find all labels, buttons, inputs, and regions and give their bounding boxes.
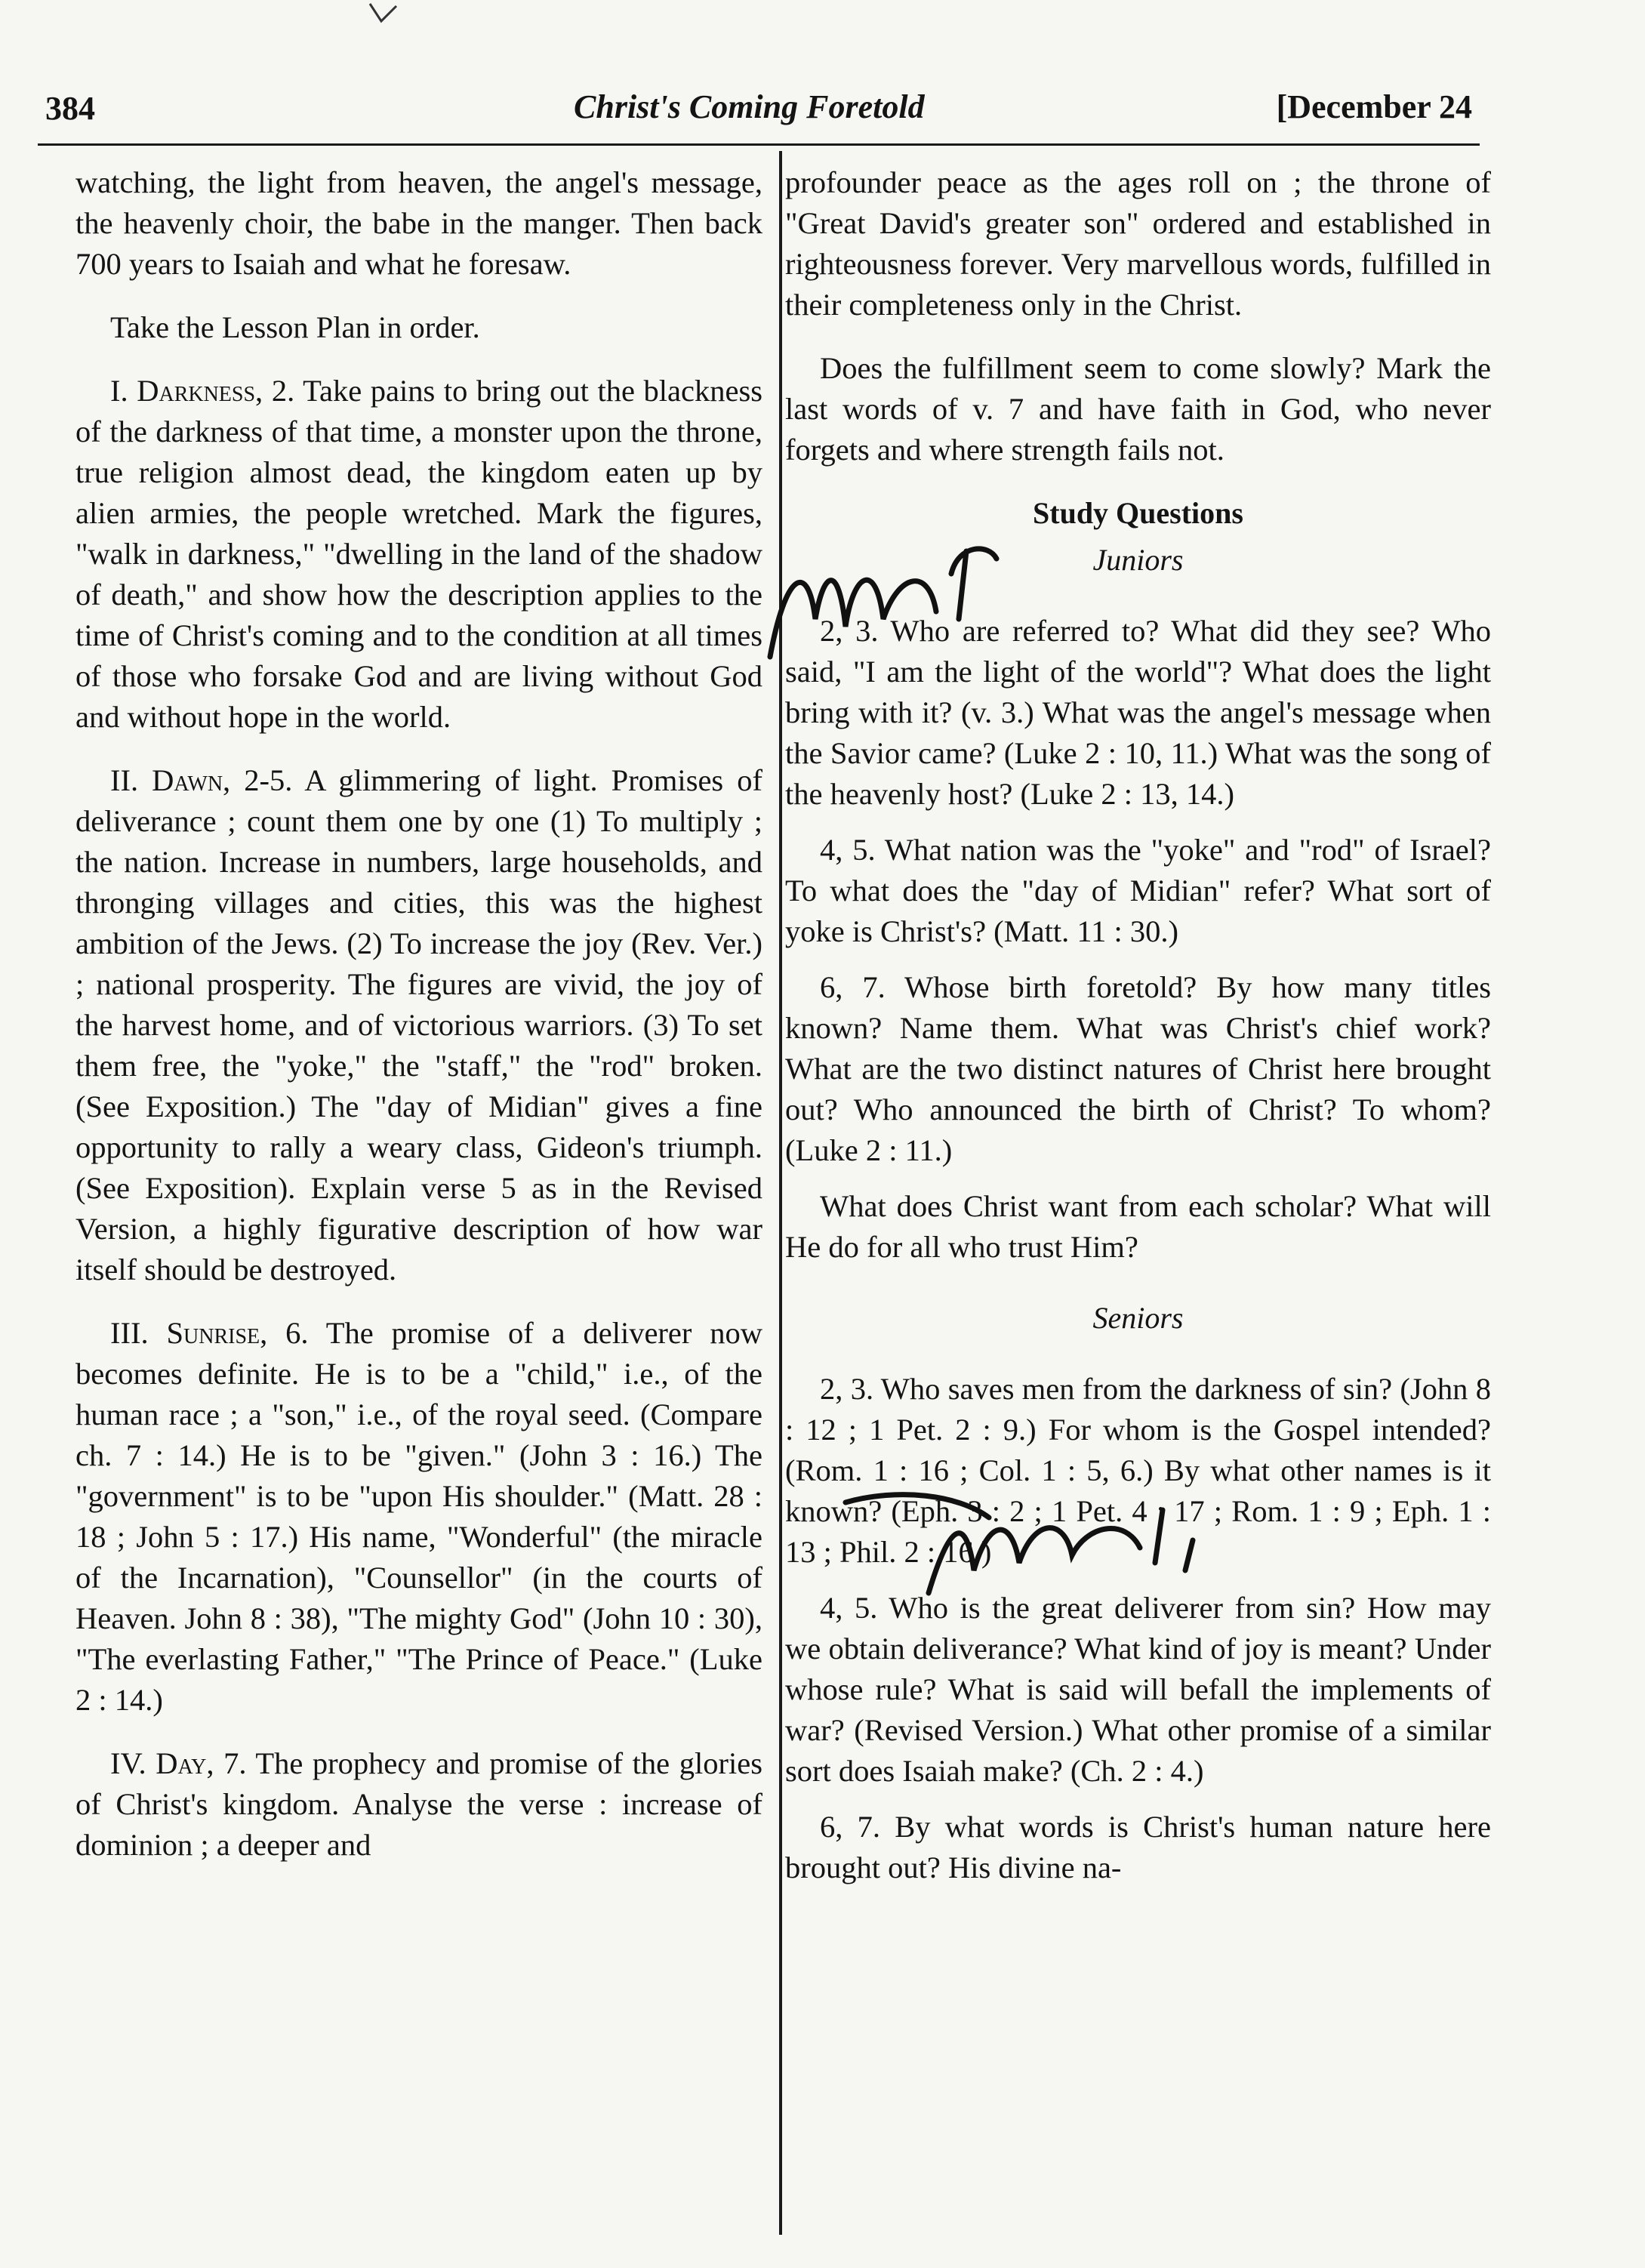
question-paragraph: 6, 7. By what words is Christ's human nature here brought out? His divine na-: [785, 1810, 1491, 1884]
paragraph: watching, the light from heaven, the angel's message, the heavenly choir, the babe in the manger. Then back 700 years to Isaiah and what he foresaw.: [75, 165, 762, 281]
page-header: [45, 82, 1472, 134]
header-rule: [38, 143, 1480, 146]
section-body: 2. Take pains to bring out the blackness of the darkness of that time, a monster upon the throne, true religion almost dead, the kingdom eaten up by alien armies, the people wretched. Mark the figures, "walk in darkness," "dwelling in the land of the shadow of death," and show how the description applies to the time of Christ's coming and to the condition at all times of those who forsake God and are living without God and without hope in the world.: [75, 374, 763, 734]
section-heading: I. Darkness,: [110, 374, 263, 408]
column-divider: [779, 151, 782, 2235]
page-number: 384: [45, 90, 95, 127]
running-date: [December 24: [1276, 88, 1472, 125]
section-heading: II. Dawn,: [110, 763, 231, 797]
seniors-subheading: Seniors: [1092, 1301, 1184, 1335]
section-day: [75, 1743, 762, 1866]
section-heading: III. Sunrise,: [110, 1316, 268, 1350]
running-title: Christ's Coming Foretold: [574, 88, 925, 125]
question-paragraph: 2, 3. Who are referred to? What did they see? Who said, "I am the light of the world"? What does the light bring with it? (v. 3.) What was the angel's message when the Savior came? (Luke 2 : 10, 11.) What was the song of the heavenly host? (Luke 2 : 13, 14.): [785, 614, 1491, 811]
section-body: 6. The promise of a deliverer now becomes definite. He is to be a "child," i.e., of the human race ; a "son," i.e., of the royal seed. (Compare ch. 7 : 14.) He is to be "given." (John 3 : 16.) The "government" is to be "upon His shoulder." (Matt. 28 : 18 ; John 5 : 17.) His name, "Wonderful" (the miracle of the Incarnation), "Counsellor" (in the courts of Heaven. John 8 : 38), "The mighty God" (John 10 : 30), "The everlasting Father," "The Prince of Peace." (Luke 2 : 14.): [75, 1316, 763, 1717]
pencil-mark: [362, 0, 408, 30]
question-paragraph: 4, 5. What nation was the "yoke" and "rod" of Israel? To what does the "day of Midian" refer? What sort of yoke is Christ's? (Matt. 11 : 30.): [785, 833, 1491, 948]
section-body: 7. The prophecy and promise of the glories of Christ's kingdom. Analyse the verse : increase of dominion ; a deeper and: [75, 1746, 762, 1862]
juniors-subheading: Juniors: [1092, 543, 1184, 577]
section-body: 2-5. A glimmering of light. Promises of deliverance ; count them one by one (1) To multiply ; the nation. Increase in numbers, large households, and thronging villages and cities, this was the highest ambition of the Jews. (2) To increase the joy (Rev. Ver.) ; national prosperity. The figures are vivid, the joy of the harvest home, and of victorious warriors. (3) To set them free, the "yoke," the "staff," the "rod" broken. (See Exposition.) The "day of Midian" gives a fine opportunity to rally a weary class, Gideon's triumph. (See Exposition). Explain verse 5 as in the Revised Version, a highly figurative description of how war itself should be destroyed.: [75, 763, 763, 1287]
question-paragraph: 2, 3. Who saves men from the darkness of sin? (John 8 : 12 ; 1 Pet. 2 : 9.) For whom is the Gospel intended? (Rom. 1 : 16 ; Col. 1 : 5, 6.) By what other names is it known? (Eph. 3 : 2 ; 1 Pet. 4 : 17 ; Rom. 1 : 9 ; Eph. 1 : 13 ; Phil. 2 : 16.): [785, 1372, 1491, 1569]
question-paragraph: 6, 7. Whose birth foretold? By how many titles known? Name them. What was Christ's chief work? What are the two distinct natures of Christ here brought out? Who announced the birth of Christ? To whom? (Luke 2 : 11.): [785, 970, 1491, 1167]
paragraph: Take the Lesson Plan in order.: [110, 310, 480, 344]
section-darkness: [75, 371, 762, 738]
study-questions-heading: Study Questions: [1033, 496, 1243, 530]
right-column: [785, 162, 1491, 1911]
paragraph: profounder peace as the ages roll on ; the throne of "Great David's greater son" ordered and established in righteousness forever. Very marvellous words, fulfilled in their completeness only in the Christ.: [785, 165, 1491, 322]
question-paragraph: 4, 5. Who is the great deliverer from sin? How may we obtain deliverance? What kind of joy is meant? Under whose rule? What is said will befall the implements of war? (Revised Version.) What other promise of a similar sort does Isaiah make? (Ch. 2 : 4.): [785, 1591, 1491, 1788]
question-paragraph: What does Christ want from each scholar? What will He do for all who trust Him?: [785, 1189, 1491, 1264]
section-sunrise: [75, 1313, 762, 1721]
paragraph: Does the fulfillment seem to come slowly? Mark the last words of v. 7 and have faith in God, who never forgets and where strength fails not.: [785, 351, 1491, 467]
section-heading: IV. Day,: [110, 1746, 214, 1780]
section-dawn: [75, 760, 762, 1290]
left-column: [75, 162, 762, 1888]
